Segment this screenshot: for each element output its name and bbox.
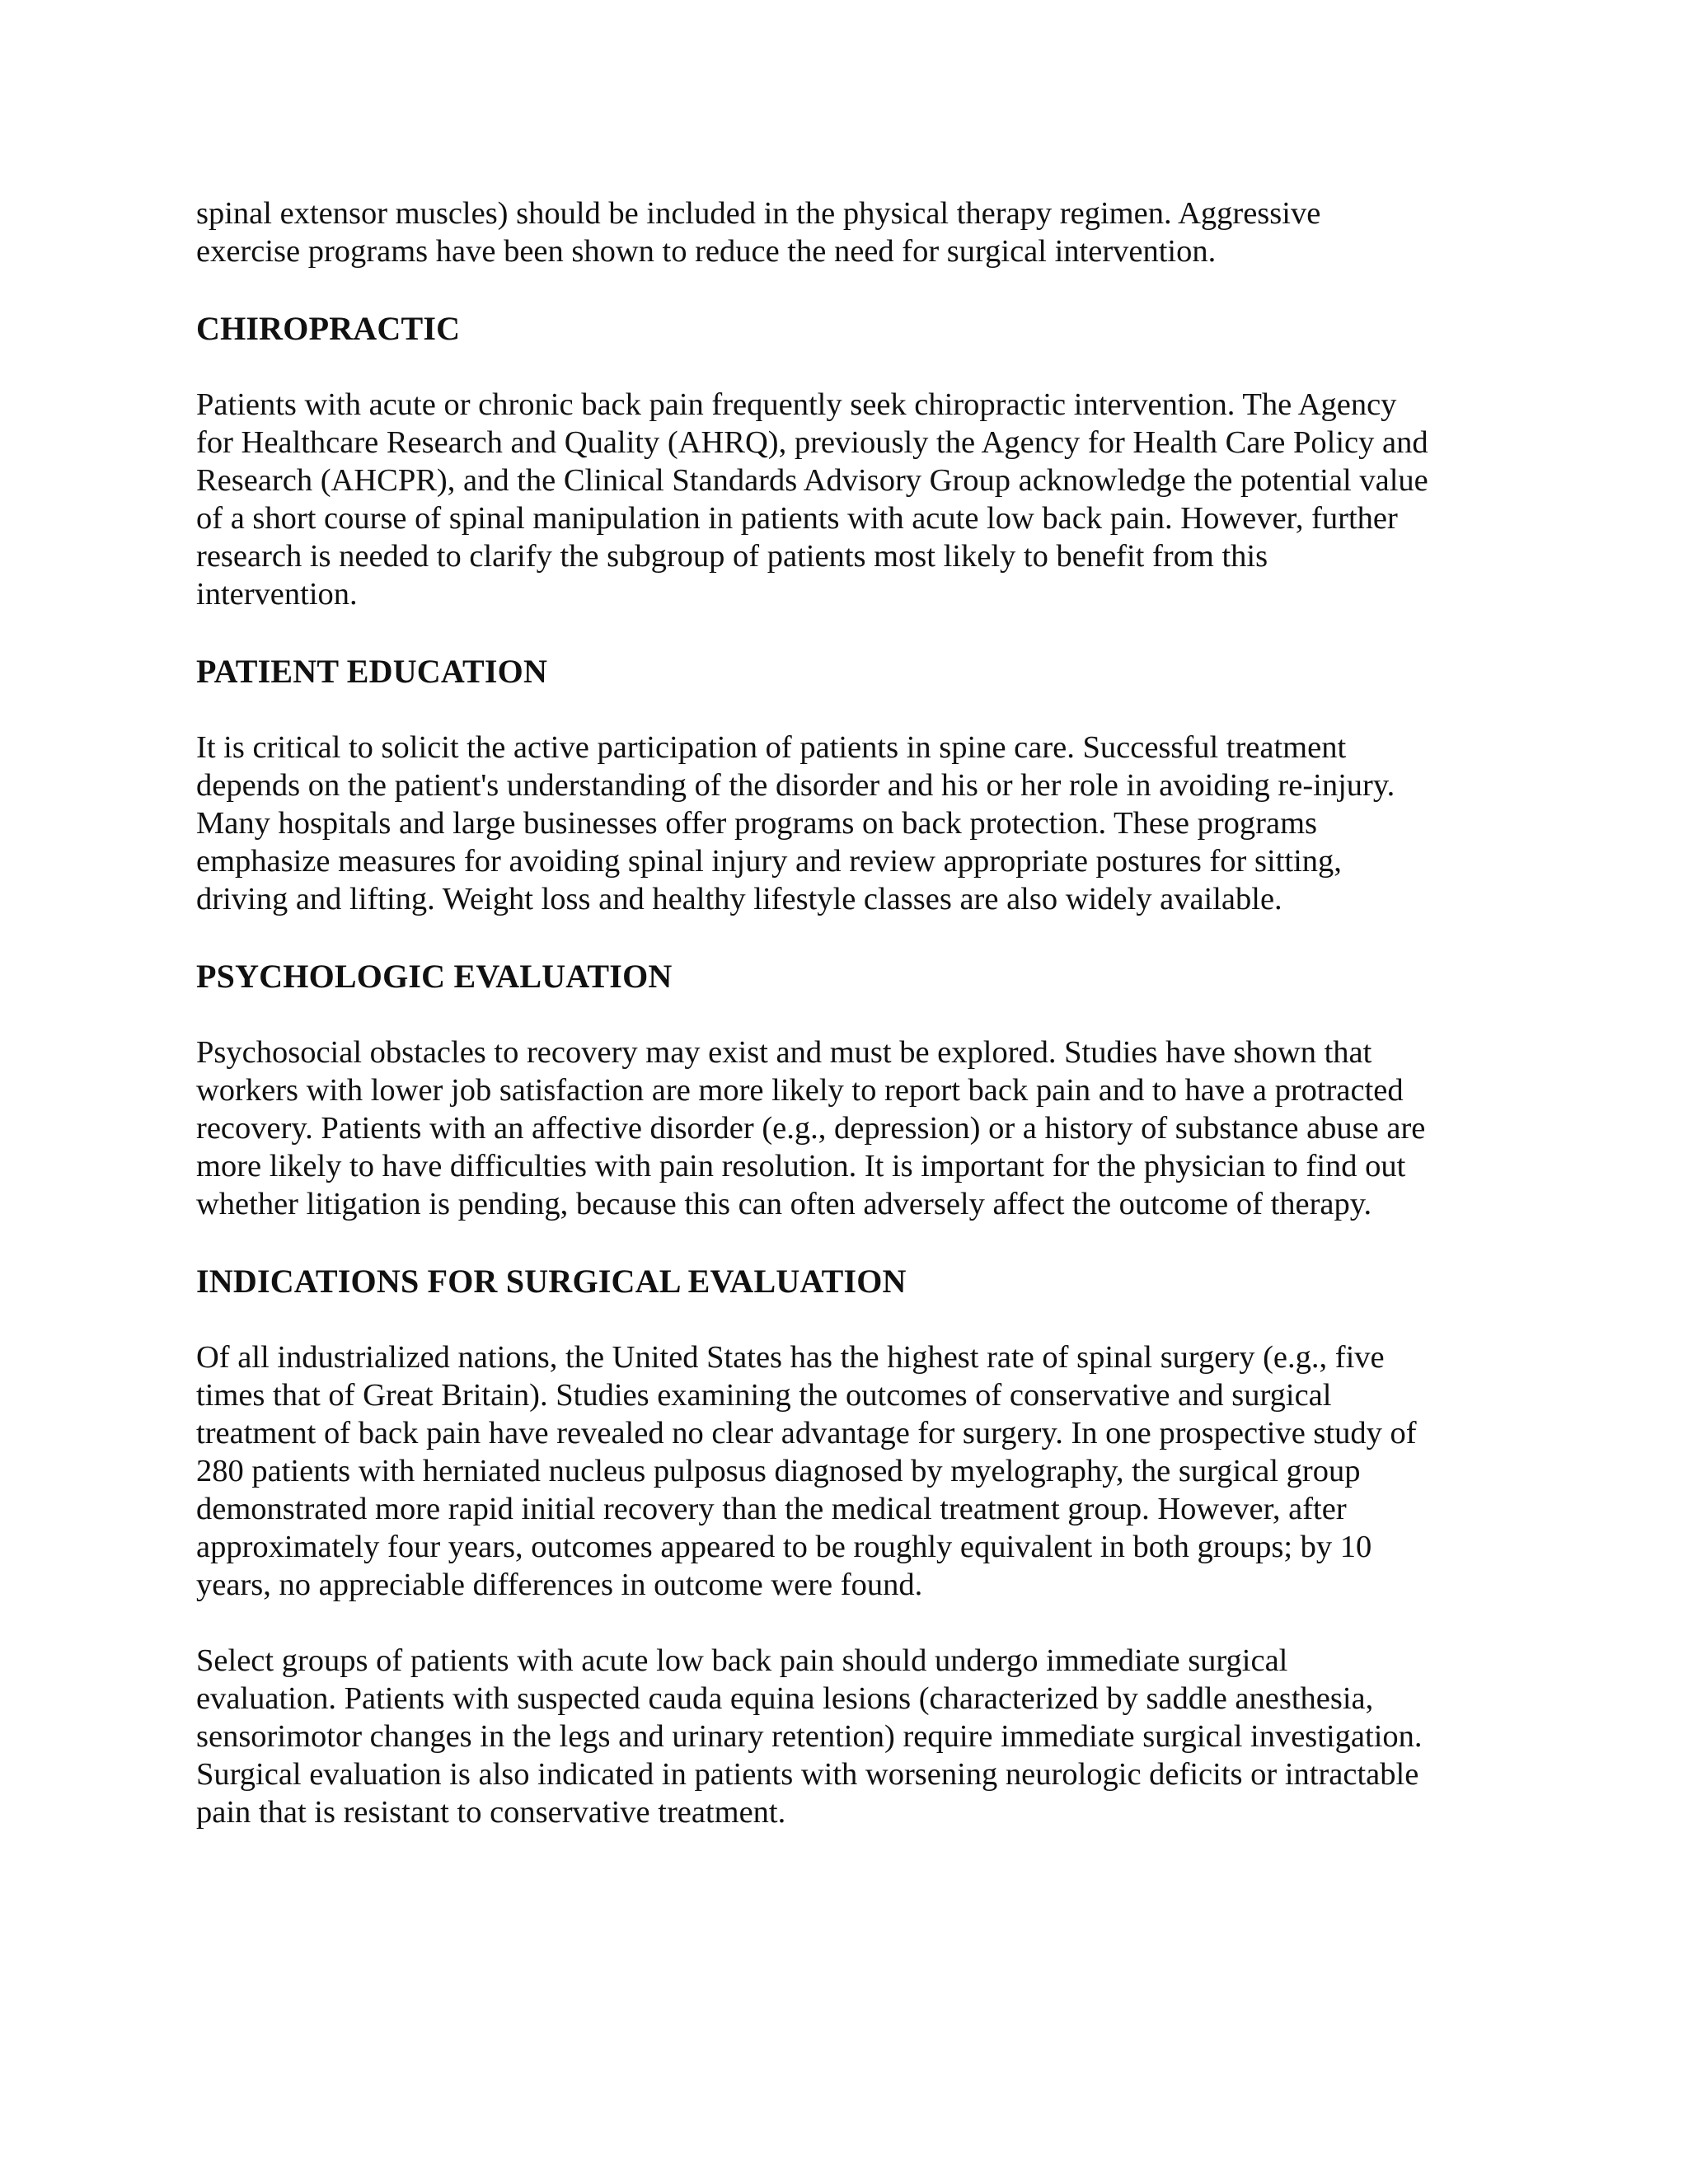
- section-heading-patient-education: PATIENT EDUCATION: [196, 653, 548, 690]
- surgical-evaluation-paragraph-1: Of all industrialized nations, the United States has the highest rate of spinal surgery (e.g., five times that of Great Britain). Studies examining the outcomes of conservative and surgical treatment of back pain have revealed no clear advantage for surgery. In one prospective study of 280 patients with herniated nucleus pulposus diagnosed by myelography, the surgical group demonstrated more rapid initial recovery than the medical treatment group. However, after approximately four years, outcomes appeared to be roughly equivalent in both groups; by 10 years, no appreciable differences in outcome were found.: [196, 1340, 1417, 1602]
- document-page: [196, 194, 1515, 1831]
- section-heading-chiropractic: CHIROPRACTIC: [196, 310, 461, 347]
- patient-education-paragraph: It is critical to solicit the active participation of patients in spine care. Successful treatment depends on the patient's understanding of the disorder and his or her role in avoiding re-injury. Many hospitals and large businesses offer programs on back protection. These programs emphasize measures for avoiding spinal injury and review appropriate postures for sitting, driving and lifting. Weight loss and healthy lifestyle classes are also widely available.: [196, 730, 1395, 916]
- chiropractic-paragraph: Patients with acute or chronic back pain frequently seek chiropractic intervention. The Agency for Healthcare Research and Quality (AHRQ), previously the Agency for Health Care Policy and Research (AHCPR), and the Clinical Standards Advisory Group acknowledge the potential value of a short course of spinal manipulation in patients with acute low back pain. However, further research is needed to clarify the subgroup of patients most likely to benefit from this intervention.: [196, 387, 1428, 612]
- section-heading-psychologic-evaluation: PSYCHOLOGIC EVALUATION: [196, 958, 673, 995]
- psychologic-evaluation-paragraph: Psychosocial obstacles to recovery may exist and must be explored. Studies have shown that workers with lower job satisfaction are more likely to report back pain and to have a protracted recovery. Patients with an affective disorder (e.g., depression) or a history of substance abuse are more likely to have difficulties with pain resolution. It is important for the physician to find out whether litigation is pending, because this can often adversely affect the outcome of therapy.: [196, 1035, 1426, 1221]
- intro-paragraph: spinal extensor muscles) should be included in the physical therapy regimen. Aggressive exercise programs have been shown to reduce the need for surgical intervention.: [196, 196, 1321, 269]
- section-heading-surgical-evaluation: INDICATIONS FOR SURGICAL EVALUATION: [196, 1263, 907, 1300]
- surgical-evaluation-paragraph-2: Select groups of patients with acute low back pain should undergo immediate surgical evaluation. Patients with suspected cauda equina lesions (characterized by saddle anesthesia, sensorimotor changes in the legs and urinary retention) require immediate surgical investigation. Surgical evaluation is also indicated in patients with worsening neurologic deficits or intractable pain that is resistant to conservative treatment.: [196, 1643, 1423, 1830]
